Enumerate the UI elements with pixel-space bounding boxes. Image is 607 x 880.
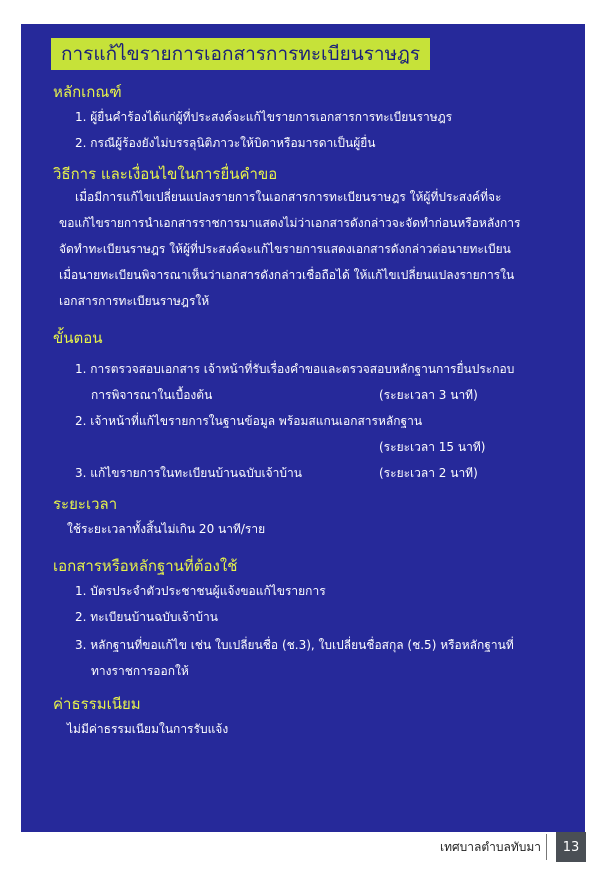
criteria-heading: หลักเกณฑ์: [53, 83, 122, 101]
document-item: 2. ทะเบียนบ้านฉบับเจ้าบ้าน: [75, 610, 218, 624]
method-line: ขอแก้ไขรายการนำเอกสารราชการมาแสดงไม่ว่าเอกสารดังกล่าวจะจัดทำก่อนหรือหลังการ: [59, 216, 521, 230]
step-line: 3. แก้ไขรายการในทะเบียนบ้านฉบับเจ้าบ้าน: [75, 466, 302, 480]
step-line: การพิจารณาในเบื้องต้น: [91, 388, 213, 402]
criteria-item: 2. กรณีผู้ร้องยังไม่บรรลุนิติภาวะให้บิดาหรือมารดาเป็นผู้ยื่น: [75, 136, 376, 150]
title-banner: [51, 38, 430, 70]
page-title: การแก้ไขรายการเอกสารการทะเบียนราษฎร: [61, 43, 421, 65]
documents-heading: เอกสารหรือหลักฐานที่ต้องใช้: [53, 557, 238, 575]
document-item: 1. บัตรประจำตัวประชาชนผู้แจ้งขอแก้ไขรายการ: [75, 584, 326, 598]
footer-org: เทศบาลตำบลทับมา: [439, 840, 541, 854]
method-line: เมื่อมีการแก้ไขเปลี่ยนแปลงรายการในเอกสารการทะเบียนราษฎร ให้ผู้ที่ประสงค์ที่จะ: [75, 190, 502, 204]
method-line: จัดทำทะเบียนราษฎร ให้ผู้ที่ประสงค์จะแก้ไขรายการแสดงเอกสารดังกล่าวต่อนายทะเบียน: [59, 242, 511, 256]
step-duration: (ระยะเวลา 15 นาที): [379, 440, 486, 454]
page-number: 13: [556, 832, 586, 862]
duration-text: ใช้ระยะเวลาทั้งสิ้นไม่เกิน 20 นาที/ราย: [67, 522, 266, 536]
steps-heading: ขั้นตอน: [53, 329, 103, 347]
document-item: ทางราชการออกให้: [91, 664, 189, 678]
method-line: เมื่อนายทะเบียนพิจารณาเห็นว่าเอกสารดังกล่าวเชื่อถือได้ ให้แก้ไขเปลี่ยนแปลงรายการใน: [59, 268, 515, 282]
duration-heading: ระยะเวลา: [53, 495, 118, 513]
criteria-item: 1. ผู้ยื่นคำร้องได้แก่ผู้ที่ประสงค์จะแก้ไขรายการเอกสารการทะเบียนราษฎร: [75, 110, 453, 124]
step-line: 1. การตรวจสอบเอกสาร เจ้าหน้าที่รับเรื่องคำขอและตรวจสอบหลักฐานการยื่นประกอบ: [75, 362, 515, 376]
step-duration: (ระยะเวลา 2 นาที): [379, 466, 478, 480]
step-line: 2. เจ้าหน้าที่แก้ไขรายการในฐานข้อมูล พร้อมสแกนเอกสารหลักฐาน: [75, 414, 423, 428]
content-panel: [21, 24, 585, 832]
document-item: 3. หลักฐานที่ขอแก้ไข เช่น ใบเปลี่ยนชื่อ (ช.3), ใบเปลี่ยนชื่อสกุล (ช.5) หรือหลักฐานที่: [75, 638, 514, 652]
fees-text: ไม่มีค่าธรรมเนียมในการรับแจ้ง: [67, 722, 229, 736]
step-duration: (ระยะเวลา 3 นาที): [379, 388, 478, 402]
footer-divider: [546, 834, 547, 860]
fees-heading: ค่าธรรมเนียม: [53, 695, 141, 713]
method-heading: วิธีการ และเงื่อนไขในการยื่นคำขอ: [53, 165, 278, 183]
method-line: เอกสารการทะเบียนราษฎรให้: [59, 294, 210, 308]
